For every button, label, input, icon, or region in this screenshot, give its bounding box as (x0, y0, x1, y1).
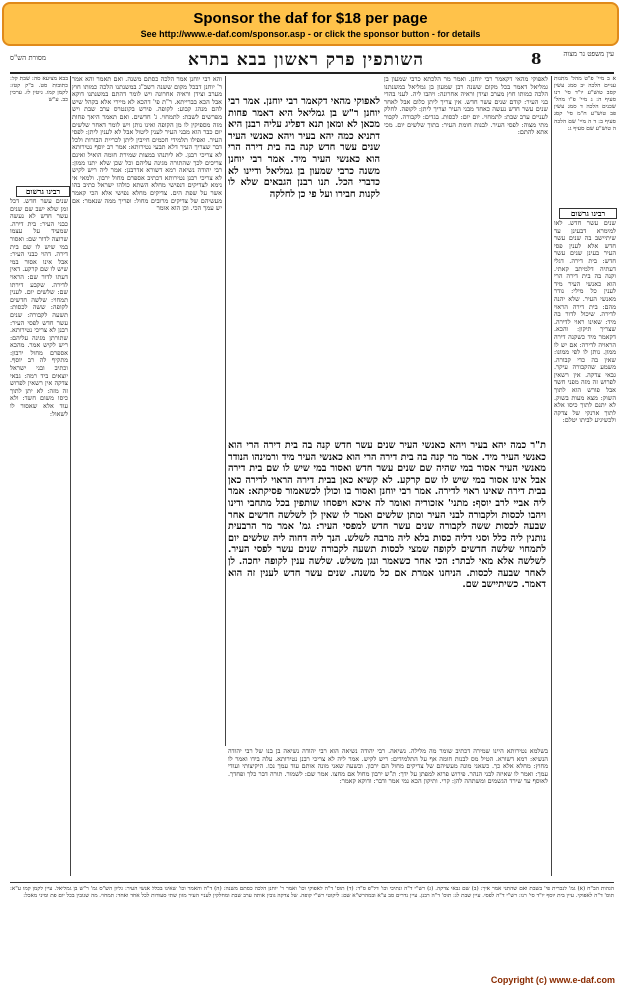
column-divider (70, 76, 71, 876)
rashi-commentary (384, 76, 548, 436)
tosafot-text: והא רבי יוחנן אמר הלכה כסתם משנה. ואם תאמר והא אמר ר' יוחנן דבכל מקום ששנה רשב"ג במשנתנו הלכה כמותו חוץ מערב וצידן וראיה אחרונה ויש לומר דהתם במשנתנו דוקא אבל הכא בברייתא. ר"ת פי' דהכא לא מיירי אלא בקהל שיש להם מנהג קבוע: לקופה. פירש בקונטרס ערב שבת ויש מפרשים לשבת: לתמחוי. ג' חדשים. ואם תאמר היאך פחות מזה מספיקין לו מן הקופה ואינו נותן ויש לומר דאחר שלשים יום כבר הוא מבני העיר לענין ליטול אבל לא לענין ליתן: לפסי העיר. ואפילו תלמידי חכמים חייבין ליתן לכריית הבורות ולכל דבר שצריך העיר דלא תבעי נטירותא: אמר רב יוסף נטירותא לא צריכי רבנן. לא ליתנהו במצות שמירת חומה הואיל ואינם צריכים לכך שהתורה מגינה עליהם וכל שכן שלא יתנו ממון: רבי יהודה נשיאה רמא דשורא אדרבנן: אמר ליה ריש לקיש לא צריכי רבנן נטירותא דכתיב אספרם מחול ירבון. ולמאי אי נימא לצדיקים דנפישי מחלא השתא כולהו ישראל כתיב בהו אשר על שפת הים. צדיקים מחלא נפישי אלא הכי קאמר מעשיהם של צדיקים מרובים מחול: ופריך ממה שנאמר: אם יש עמך הכי. וכן הוא אומר (72, 76, 222, 213)
masoret-hashas-text: בבא מציעא סה: שבת קל: כתובות סט. ב"ק קטז: לקמן קמו. גיטין לז. ערכין כב. ע"ש (10, 76, 68, 104)
sponsor-details-link[interactable]: See http://www.e-daf.com/sponsor.asp - or click the sponsor button - for details (140, 29, 481, 39)
header-rule (10, 72, 614, 74)
footnotes-block (10, 886, 614, 952)
talmud-page (6, 48, 618, 971)
masoret-hashas-column (10, 76, 68, 194)
footnote-rule (10, 882, 614, 883)
gemara-text-main (228, 440, 546, 740)
page-number: 8 (531, 50, 542, 68)
rabbeinu-gershom-left-text: שנים עשר חדש. דכל זמן שלא ישב שם שנים עשר חדש לא נעשה כבני העיר: בית דירה. שמעיד על עצמו שרוצה לדור שם: ואסור במי שיש לו שם בית דירה. דהוי כבני העיר: אבל אינו אסור במי שיש לו שם קרקע. דאין דעתו לדור שם: הראוי לדירה. שקבע דירתו שם: שלשים יום. לענין תמחוי: שלשה חדשים לקופה: ששה לכסות: תשעה לקבורה: שנים עשר חדש לפסי העיר: רבנן לא צריכי נטירותא. שתורתן מגינה עליהם: ריש לקיש אמר. מהכא אספרם מחול ירבון: מתקיף לה רב יוסף. וכתיב ובני ישראל יוצאים ביד רמה: גבאי צדקה אין רשאין לפרוש זה מזה: לא יתן לתוך כיסו משום חשד: ולא עוד אלא שאסור לו לשאול: (10, 198, 68, 418)
rabbeinu-gershom-label-right: רבינו גרשום (559, 208, 617, 219)
rashi-commentary-bottom (228, 748, 548, 878)
gemara-top-text: לאפוקי מהאי דקאמר רבי יוחנן. אמר רבי יוחנן ר"ש בן גמליאל היא דאמר פחות מכאן לא ומאן תנא דפליג עליה רבנן היא דתניא כמה יהא בעיר ויהא כאנשי העיר שנים עשר חדש קנה בה בית דירה הרי הוא כאנשי העיר מיד. אמר רבי יוחנן משנה כרבי שמעון בן גמליאל ודיינו לא כדברי הכל. תנו רבנן הגבאים שלא לו לקנות חבירו ועל פי כן לחלקה (228, 96, 380, 200)
ein-mishpat-heading: עין משפט נר מצוה (563, 50, 614, 58)
gemara-text-top (228, 96, 380, 436)
sponsor-banner[interactable] (2, 2, 619, 46)
tosafot-commentary (72, 76, 222, 836)
footnotes-text: הגהות הב"ח (א) גמ' לנכרית פי' בשבת ואם שהתני אמר איך: (ב) שם גבאי צדקה. (ג) רש"י ד"ה ונתיכי וכו' דל"פ ס"ד: (ד) תוס' ד"ה לאפוקי וכו' ואמר ר' יוחנן הלכה כסתם משנה: (ה) ד"ה והאמר וכו' שאינו בכלל אנשי העיר: גליון הש"ס גמ' ר"ש בן גמליאל. עיין לקמן קמו ע"א: תוס' ד"ה לאפוקי. עיין בית יוסף יו"ד סי' רנו: רש"י ד"ה לפסי. עיין שבת לג: תוס' ד"ה רבנן. עיין נדרים סב ע"א ובמהרש"א שם: ליקוטי רש"י קופה. של צדקה גובין אותה ערב שבת ומחלקין לעניי העיר מזון שתי סעודות לכל אחד ואחד: תמחוי. מה שגובין בכל יום פת ומיני מאכל: (10, 886, 614, 899)
rabbeinu-gershom-label-left: רבינו גרשום (16, 186, 70, 197)
column-divider (551, 76, 552, 876)
running-title: השותפין פרק ראשון בבא בתרא (187, 50, 425, 70)
ein-mishpat-column (554, 76, 616, 216)
column-divider (225, 76, 226, 746)
rabbeinu-gershom-left-column (10, 198, 68, 878)
gemara-main-text: ת"ר כמה יהא בעיר ויהא כאנשי העיר שנים עשר חדש קנה בה בית דירה הרי הוא כאנשי העיר מיד. אמר מר קנה בה בית דירה הרי הוא כאנשי העיר מיד ורמינהו הנודר מאנשי העיר אסור במי שהיה שם שנים עשר חדש ואסור במי שיש לו שם בית דירה אבל אינו אסור במי שיש לו שם קרקע. לא קשיא כאן בבית דירה הראוי לדירה כאן בבית דירה שאינו ראוי לדירה. אמר רבי יוחנן ואסור בו וכולן לכשאמור פסיקתא: אמר ליה אביי לרב יוסף: מתני' אזכוריה ואומר לה איכא ויפסחו שותפין בכל מתחבי ודינו ויהבו לכסות ולקבורה לבני העיר ומתן שלשים ואמר לו שאין לן לשלשה חדשים אחר שבעה לכסות ששה לקבורה שנים עשר חדש למפסי העיר: גמ' אמר מר הרבעית נותנין ליה כלל וסגי דליה כסות בלא ליה מרבה לשלש. הנך ליה דחוה ליה שלשים יום לתמחוי שלשה חדשים לקופה שמצי לכסות תשעה לקבורה שנים עשר לפסי העיר. לשלשה אלא מאי לבתר: הכי אחר כשאמר ונגן משלש. שלשה ענין לקופה יחכה. לן לאחר שבעה לכסות. הניחנו אמרת אם כל משנה. שנים עשר חדש לענין זה הוא דאמר. כשיתיישב שם. (228, 440, 546, 591)
rashi-text: לאפוקי מהאי דקאמר רבי יוחנן. ואמר מר הלכתא כרבי שמעון בן גמליאל דאמר בכל מקום ששנה רבן שמעון בן גמליאל במשנתנו הלכה כמותו חוץ מערב וצידן וראיה אחרונה: ויהבו ליה. לעני בהדי בני העיר: קודם שנים עשר חדש. אין צריך ליתן כלום אבל לאחר שנים עשר חדש נעשה כאחד מבני העיר וצריך ליתן: לקופה. לחלק לעניים ערב שבת: לתמחוי. יום יום: לכסות. בגדים: לקבורה. לקבור מתי מצוה: לפסי העיר. לבנות חומת העיר: בתוך שלשים יום. מכי אתא להתם: (384, 76, 548, 137)
ein-mishpat-text: א ב מיי' פ"ט מהל' מתנות עניים הלכה יב סמג עשין קסב טוש"ע יו"ד סי' רנו סעיף ה: ג מיי' פ"ו מהל' שכנים הלכה ד סמג עשין פב טוש"ע ח"מ סי' קסג סעיף ב: ד ה מיי' שם הלכה ה טוש"ע שם סעיף ג: (554, 76, 616, 132)
sponsor-title[interactable]: Sponsor the daf for $18 per page (193, 10, 428, 27)
rashi-bottom-text: בשלמא נטירותא היינו שמירה דכתיב שומר מה מלילה. נשיאה. רבי יהודה נשיאה הוא רבי יהודה נשיאה בן בנו של רבי יהודה הנשיא: רמא דשורא. הטיל מס לבנות חומה אף על התלמידים: ריש לקיש. אמר ליה לא צריכי רבנן נטירותא. עלה בידו ואמר לו מחוץ: מחלא אלא כך. כשאני מונה מעשיהם של צדיקים מחול הם ירבון. ובשעה שאני מונה אותם עוד עמך נכו. היקיצותי ועודי עמך: ואמר לו שאיזה לבני הנהר. פירוש פרוא למפתן על ידך: ת"ש ירבון מחול אם מחצו. אמר שם: לשמור. תורה דבר כלך ופחדך. לאוסף עד שירד הגשמים ומשתהה להן: קרי. ותיקון הכא נמי אמר ודבר: ודוקא קאמר: (228, 748, 548, 786)
rabbeinu-gershom-right-text: שנים עשר חדש. לאו למימרא דבעינן עד שיתיישב בה שנים עשר חדש אלא לענין פסי העיר בעינן שנים עשר חדש: בית דירה. דגלי דעתיה דלמיתב קאתי. וקנה בה בית דירה הרי הוא כאנשי העיר מיד לענין כל מילי: נודר מאנשי העיר. שלא יהנה מהם: בית דירה הראוי לדירה. שיכול לדור בה מיד: שאינו ראוי לדירה. שצריך תיקון: והכא. דקאמר מיד כשקנה דירה הראויה לדירה: אם יש לו ממון. נותן לו לפי ממונו: שאין בה כדי קבורה. משמע שהקבורה עיקר. גבאי צדקה. אין רשאין לפרוש זה מזה מפני חשד אבל פורש הוא לתוך השוק: מצא מעות בשוק. לא יתנם לתוך כיסו אלא לתוך ארנקי של צדקה ולכשיגיע לביתו יטלם: (554, 220, 616, 425)
rabbeinu-gershom-right-column (554, 220, 616, 880)
masoret-hashas-heading: מסורת הש"ס (10, 54, 47, 62)
copyright-notice[interactable]: Copyright (c) www.e-daf.com (490, 975, 615, 985)
